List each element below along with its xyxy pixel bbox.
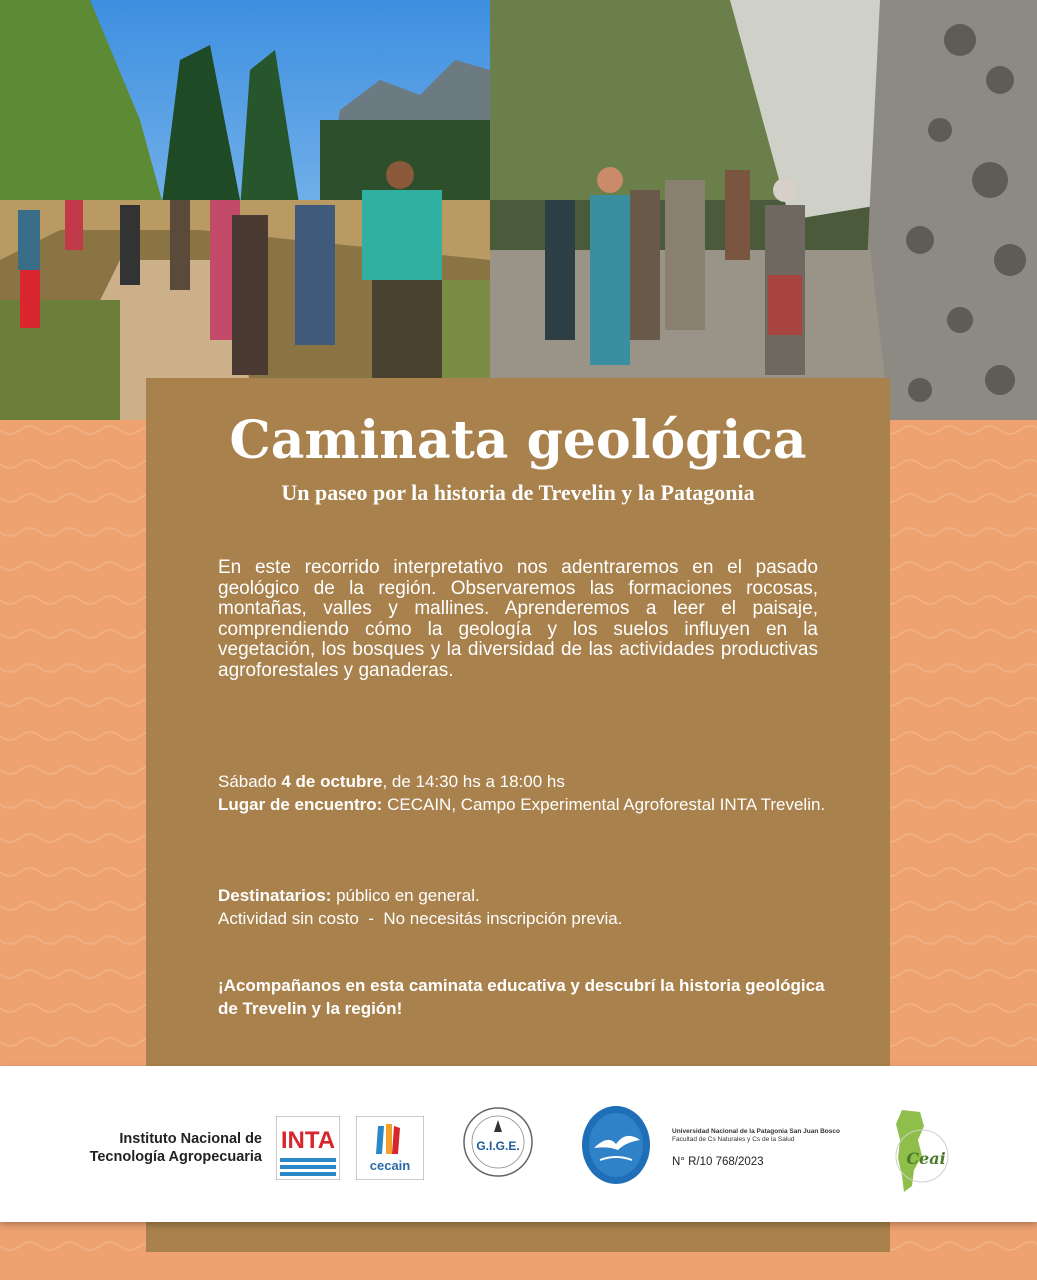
cost-note: Actividad sin costo - No necesitás inscripción previa.	[218, 909, 623, 928]
cecain-logo	[356, 1116, 424, 1180]
place-value: CECAIN, Campo Experimental Agroforestal INTA Trevelin.	[382, 795, 826, 814]
event-title: Caminata geológica	[229, 410, 807, 471]
faculty-name: Facultad de Cs Naturales y Cs de la Salud	[672, 1136, 795, 1143]
inta-logo-text: INTA	[280, 1127, 336, 1154]
call-to-action: ¡Acompañanos en esta caminata educativa y descubrí la historia geológica de Trevelin y la región!	[218, 976, 825, 1018]
event-schedule	[218, 770, 838, 816]
event-description: En este recorrido interpretativo nos adentraremos en el pasado geológico de la región. Observaremos las formaciones rocosas, montañas, valles y mallines. Aprenderemos a leer el paisaje, comprendiendo cómo la geología y los suelos influyen en la vegetación, los bosques y la diversidad de las actividades productivas agroforestales y ganaderas.	[218, 557, 818, 681]
sponsors-footer	[0, 1066, 1037, 1222]
inta-name: Instituto Nacional de Tecnología Agropecuaria	[89, 1131, 262, 1165]
event-subtitle: Un paseo por la historia de Trevelin y la Patagonia	[281, 480, 755, 505]
date-suffix: , de 14:30 hs a 18:00 hs	[382, 772, 565, 791]
place-label: Lugar de encuentro:	[218, 795, 383, 814]
university-name: Universidad Nacional de la Patagonia San Juan Bosco	[672, 1128, 840, 1135]
university-text	[672, 1128, 872, 1144]
audience-value: público en general.	[331, 886, 480, 905]
cave-rock-photo	[490, 0, 1037, 422]
ceai-logo	[872, 1106, 952, 1196]
date-prefix: Sábado	[218, 772, 282, 791]
date-bold: 4 de octubre	[281, 772, 383, 791]
ceai-logo-text: Ceai	[906, 1149, 946, 1168]
inta-logo	[276, 1116, 340, 1180]
university-seal-logo	[580, 1104, 652, 1186]
cecain-logo-text: cecain	[369, 1158, 411, 1173]
gige-logo	[462, 1106, 534, 1178]
event-audience	[218, 884, 838, 930]
header-photos	[0, 0, 1037, 422]
resolution-number: N° R/10 768/2023	[672, 1156, 764, 1168]
group-hiking-photo	[0, 0, 490, 422]
gige-logo-text: G.I.G.E.	[476, 1139, 520, 1153]
audience-label: Destinatarios:	[218, 886, 332, 905]
